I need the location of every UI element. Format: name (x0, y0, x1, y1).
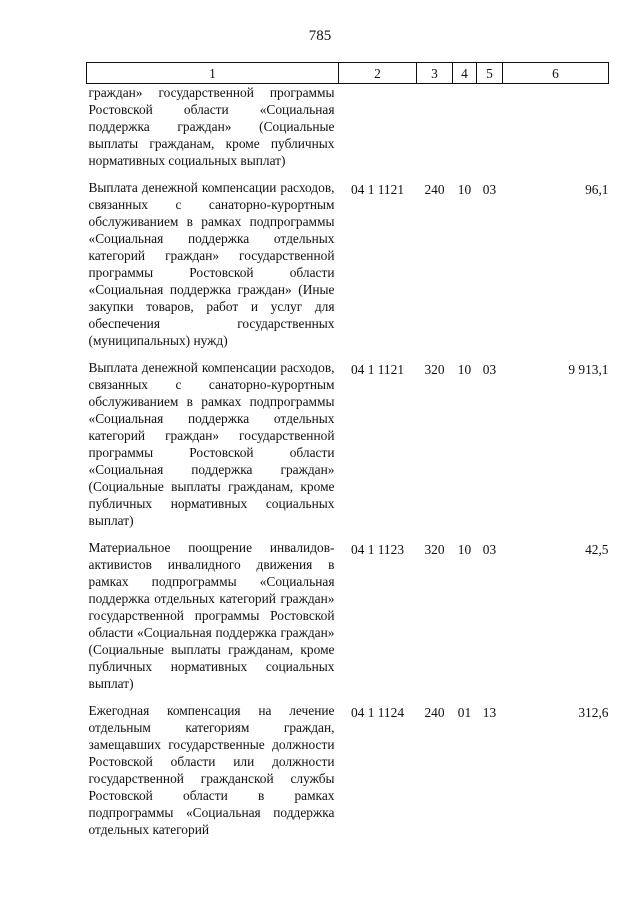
row-subsection (477, 84, 503, 180)
table-row (87, 359, 609, 539)
row-target-code: 04 1 1121 (350, 362, 405, 377)
row-subsection: 03 (482, 362, 497, 377)
row-section: 10 (457, 182, 472, 197)
row-description: граждан» государственной программы Ростовской области «Социальная поддержка граждан» (Социальные выплаты гражданам, кроме публичных нормативных социальных выплат) (88, 85, 335, 168)
row-amount: 96,1 (585, 182, 609, 197)
row-subsection: 03 (482, 542, 497, 557)
row-amount (503, 84, 609, 180)
row-amount: 42,5 (585, 542, 609, 557)
row-section: 10 (457, 362, 472, 377)
row-target-code (339, 84, 417, 180)
row-section (453, 84, 477, 180)
page-number: 785 (308, 28, 332, 44)
column-header: 6 (503, 63, 609, 84)
row-subsection: 03 (482, 182, 497, 197)
row-expense-type: 240 (424, 182, 445, 197)
row-target-code: 04 1 1124 (350, 705, 405, 720)
table-row (87, 702, 609, 848)
column-header: 3 (417, 63, 453, 84)
row-expense-type: 240 (424, 705, 445, 720)
row-amount: 312,6 (578, 705, 609, 720)
table-header (87, 63, 609, 84)
row-description: Выплата денежной компенсации расходов, связанных с санаторно-курортным обслуживанием в рамках подпрограммы «Социальная поддержка отдельных категорий граждан» государственной программы Ростовской области «Социальная поддержка граждан» (Иные закупки товаров, работ и услуг для обеспечения государственных (муниципальных) нужд) (88, 180, 335, 348)
table-row (87, 84, 609, 180)
row-expense-type (417, 84, 453, 180)
column-header: 2 (339, 63, 417, 84)
row-section: 01 (457, 705, 472, 720)
row-section: 10 (457, 542, 472, 557)
column-header: 4 (453, 63, 477, 84)
column-header: 1 (87, 63, 339, 84)
row-expense-type: 320 (424, 542, 445, 557)
row-expense-type: 320 (424, 362, 445, 377)
row-subsection: 13 (482, 705, 497, 720)
row-description: Материальное поощрение инвалидов-активистов инвалидного движения в рамках подпрограммы «Социальная поддержка отдельных категорий граждан» государственной программы Ростовской области «Социальная поддержка граждан» (Социальные выплаты гражданам, кроме публичных нормативных социальных выплат) (88, 540, 335, 691)
budget-table (86, 62, 609, 848)
table-row (87, 179, 609, 359)
row-target-code: 04 1 1123 (350, 542, 405, 557)
row-amount: 9 913,1 (568, 362, 609, 377)
row-description: Выплата денежной компенсации расходов, связанных с санаторно-курортным обслуживанием в рамках подпрограммы «Социальная поддержка отдельных категорий граждан» государственной программы Ростовской области «Социальная поддержка граждан» (Социальные выплаты гражданам, кроме публичных нормативных социальных выплат) (88, 360, 335, 528)
table-row (87, 539, 609, 702)
row-description: Ежегодная компенсация на лечение отдельным категориям граждан, замещавших государственные должности Ростовской области или должности государственной гражданской службы Ростовской области в рамках подпрограммы «Социальная поддержка отдельных категорий (88, 703, 335, 837)
row-target-code: 04 1 1121 (350, 182, 405, 197)
column-header: 5 (477, 63, 503, 84)
